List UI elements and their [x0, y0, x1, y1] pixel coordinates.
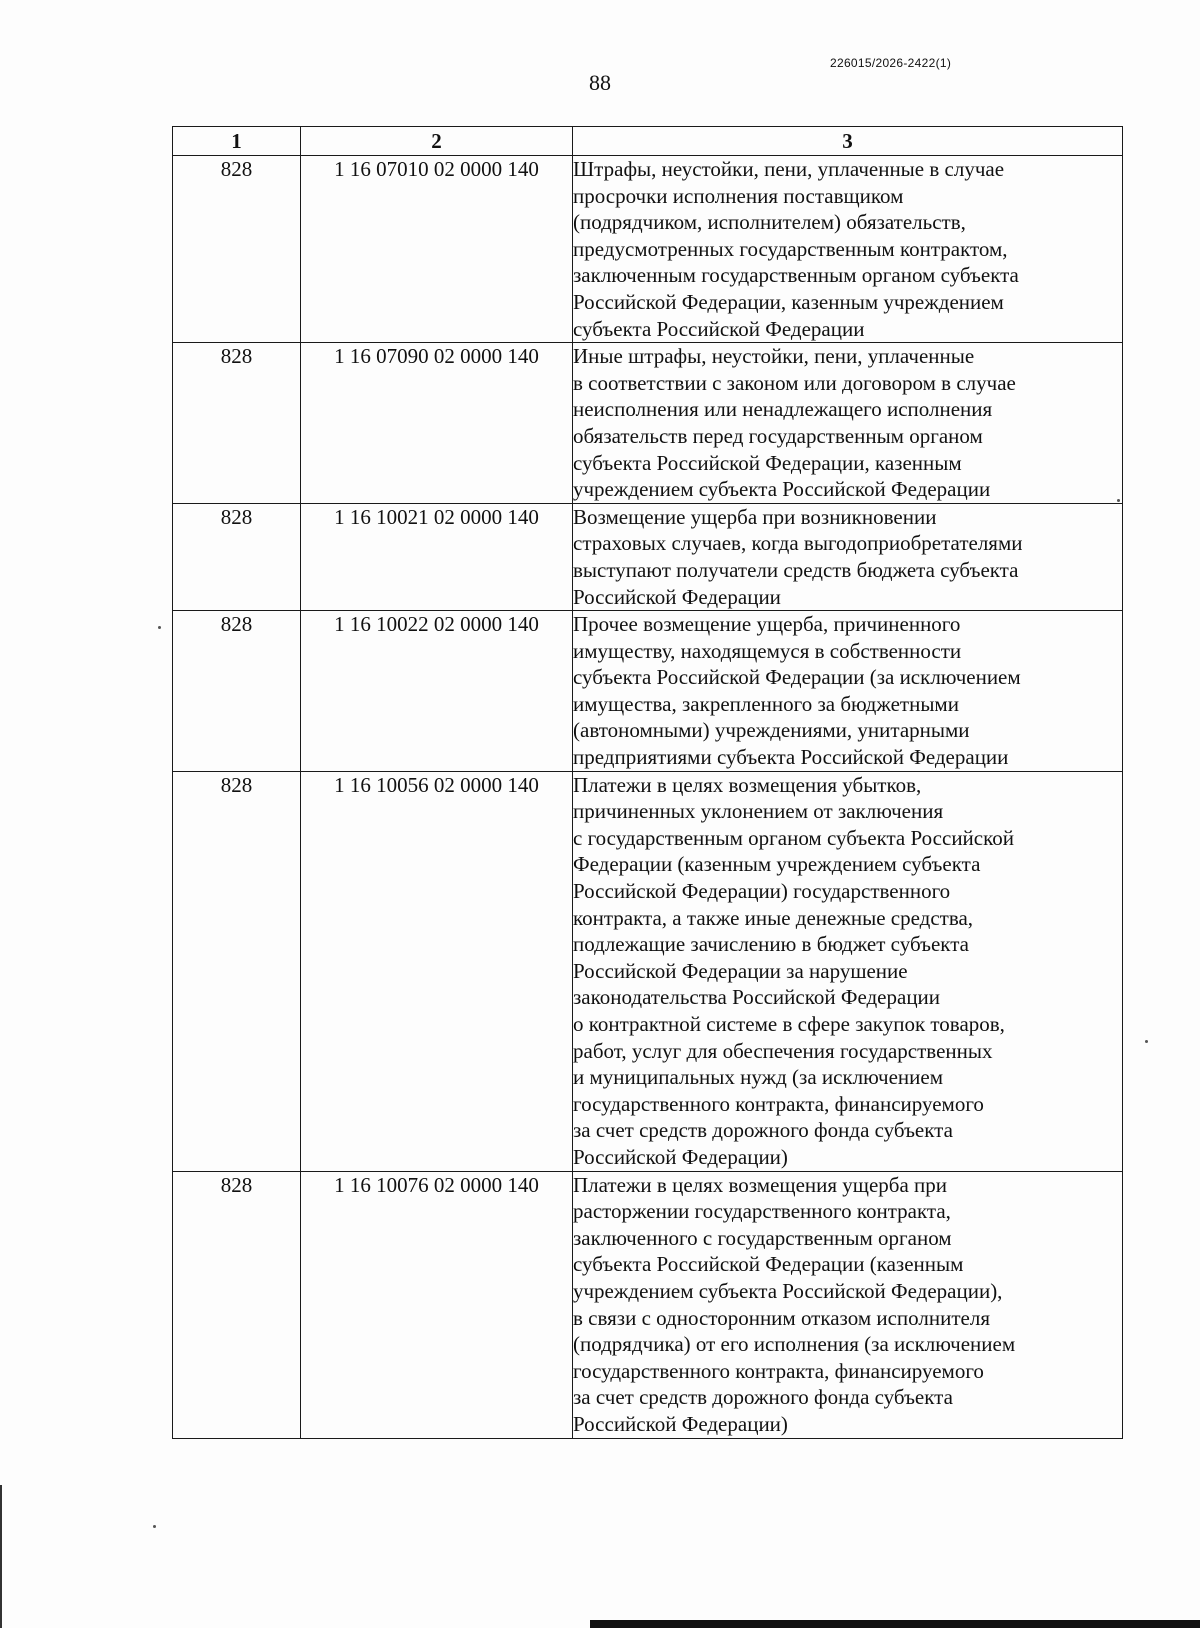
- description-line: за счет средств дорожного фонда субъекта: [573, 1385, 953, 1410]
- scan-speck: [1117, 499, 1120, 502]
- description-line: просрочки исполнения поставщиком: [573, 183, 904, 208]
- description-line: Российской Федерации, казенным учреждением: [573, 289, 1004, 314]
- document-id: 226015/2026-2422(1): [830, 56, 952, 70]
- description-line: (подрядчиком, исполнителем) обязательств,: [573, 210, 966, 235]
- description-line: учреждением субъекта Российской Федерации: [573, 477, 991, 502]
- description-line: законодательства Российской Федерации: [573, 985, 941, 1010]
- table-header-row: [173, 127, 1123, 156]
- scan-edge-bar: [590, 1620, 1200, 1628]
- description-line: о контрактной системе в сфере закупок товаров,: [573, 1012, 1005, 1036]
- description-line: имуществу, находящемуся в собственности: [573, 638, 962, 663]
- budget-codes-table: [172, 126, 1123, 1439]
- budget-classification-code-cell: 1 16 10021 02 0000 140: [301, 503, 573, 610]
- description-line: Платежи в целях возмещения убытков,: [573, 772, 922, 797]
- description-line: имущества, закрепленного за бюджетными: [573, 691, 959, 716]
- revenue-description-cell: [573, 343, 1123, 504]
- budget-classification-code-cell: 1 16 10022 02 0000 140: [301, 611, 573, 772]
- revenue-description-cell: [573, 156, 1123, 343]
- description-line: учреждением субъекта Российской Федерации),: [573, 1278, 1003, 1303]
- table-row: [173, 503, 1123, 610]
- scan-speck: [153, 1525, 156, 1528]
- description-line: государственного контракта, финансируемого: [573, 1358, 984, 1383]
- description-line: предприятиями субъекта Российской Федерации: [573, 745, 1009, 770]
- description-line: Российской Федерации за нарушение: [573, 958, 908, 983]
- description-line: государственного контракта, финансируемого: [573, 1091, 984, 1116]
- scan-speck: [158, 626, 161, 629]
- description-line: Российской Федерации: [573, 584, 781, 609]
- budget-classification-code-cell: 1 16 10056 02 0000 140: [301, 771, 573, 1171]
- table-row: [173, 343, 1123, 504]
- description-line: контракта, а также иные денежные средства,: [573, 905, 974, 930]
- description-line: причиненных уклонением от заключения: [573, 799, 944, 824]
- description-line: Штрафы, неустойки, пени, уплаченные в случае: [573, 157, 1005, 181]
- description-line: Федерации (казенным учреждением субъекта: [573, 852, 981, 877]
- description-line: с государственным органом субъекта Российской: [573, 825, 1014, 850]
- admin-code-cell: 828: [173, 611, 301, 772]
- admin-code-cell: 828: [173, 343, 301, 504]
- description-line: работ, услуг для обеспечения государственных: [573, 1038, 993, 1063]
- column-header-1: 1: [173, 127, 301, 156]
- description-line: подлежащие зачислению в бюджет субъекта: [573, 932, 969, 957]
- description-line: Российской Федерации): [573, 1411, 788, 1436]
- description-line: субъекта Российской Федерации, казенным: [573, 450, 962, 475]
- table-row: [173, 611, 1123, 772]
- description-line: Прочее возмещение ущерба, причиненного: [573, 612, 961, 637]
- revenue-description-cell: [573, 1171, 1123, 1438]
- description-line: субъекта Российской Федерации (казенным: [573, 1252, 964, 1277]
- table-row: [173, 771, 1123, 1171]
- table-row: [173, 1171, 1123, 1438]
- description-line: субъекта Российской Федерации (за исключением: [573, 665, 1021, 690]
- revenue-description-cell: [573, 611, 1123, 772]
- page-number: 88: [589, 70, 611, 95]
- revenue-description-cell: [573, 503, 1123, 610]
- column-header-3: 3: [573, 127, 1123, 156]
- scan-speck: [1145, 1040, 1148, 1043]
- description-line: в связи с односторонним отказом исполнителя: [573, 1305, 990, 1330]
- description-line: обязательств перед государственным органом: [573, 423, 983, 448]
- description-line: Возмещение ущерба при возникновении: [573, 504, 937, 529]
- admin-code-cell: 828: [173, 503, 301, 610]
- budget-classification-code-cell: 1 16 10076 02 0000 140: [301, 1171, 573, 1438]
- budget-classification-code-cell: 1 16 07010 02 0000 140: [301, 156, 573, 343]
- description-line: за счет средств дорожного фонда субъекта: [573, 1118, 953, 1143]
- description-line: Российской Федерации) государственного: [573, 879, 951, 904]
- scan-margin-line: [0, 1485, 2, 1628]
- admin-code-cell: 828: [173, 156, 301, 343]
- description-line: в соответствии с законом или договором в случае: [573, 370, 1016, 395]
- column-header-2: 2: [301, 127, 573, 156]
- table-row: [173, 156, 1123, 343]
- admin-code-cell: 828: [173, 771, 301, 1171]
- revenue-description-cell: [573, 771, 1123, 1171]
- description-line: страховых случаев, когда выгодоприобретателями: [573, 531, 1023, 556]
- description-line: Российской Федерации): [573, 1144, 788, 1169]
- description-line: заключенным государственным органом субъекта: [573, 263, 1019, 288]
- description-line: неисполнения или ненадлежащего исполнения: [573, 397, 993, 422]
- description-line: и муниципальных нужд (за исключением: [573, 1065, 943, 1090]
- description-line: Платежи в целях возмещения ущерба при: [573, 1172, 948, 1197]
- description-line: (автономными) учреждениями, унитарными: [573, 718, 970, 743]
- admin-code-cell: 828: [173, 1171, 301, 1438]
- description-line: (подрядчика) от его исполнения (за исключением: [573, 1332, 1016, 1357]
- description-line: Иные штрафы, неустойки, пени, уплаченные: [573, 344, 975, 369]
- description-line: предусмотренных государственным контрактом,: [573, 236, 1008, 261]
- budget-classification-code-cell: 1 16 07090 02 0000 140: [301, 343, 573, 504]
- description-line: субъекта Российской Федерации: [573, 316, 865, 341]
- description-line: выступают получатели средств бюджета субъекта: [573, 557, 1019, 582]
- description-line: расторжении государственного контракта,: [573, 1199, 951, 1224]
- description-line: заключенного с государственным органом: [573, 1225, 952, 1250]
